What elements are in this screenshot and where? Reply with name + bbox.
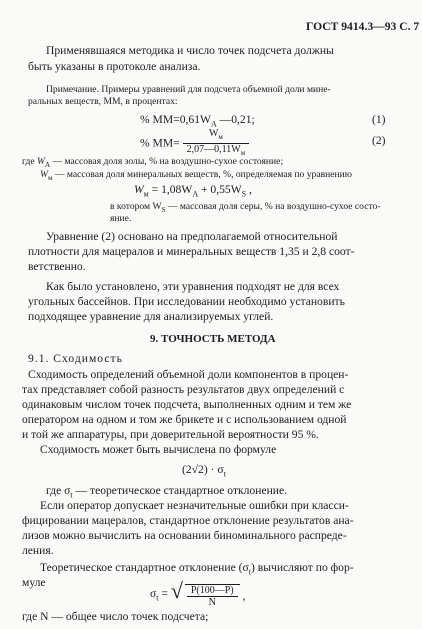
para-operator-line-2: фицировании мацералов, стандартное отклонение результатов ана- bbox=[22, 514, 354, 527]
where-sigma: где $\sigma_t$ — теоретическое стандартное отклонение. bbox=[46, 484, 288, 500]
note-line-1: Примечание. Примеры уравнений для подсчета объемной доли мине- bbox=[46, 84, 331, 95]
para-theor-line-1: Теоретическое стандартное отклонение $(\sigma_t)$ вычисляют по фор- bbox=[40, 561, 354, 577]
page-header: ГОСТ 9414.3—93 С. 7 bbox=[306, 20, 420, 33]
para-formula: Сходимость может быть вычислена по формуле bbox=[40, 443, 277, 456]
para-found-line-3: подходящее уравнение для анализируемых углей. bbox=[28, 310, 274, 323]
equation-2-fraction: $\frac{W_м}{2,07—0,11W_м}$ bbox=[183, 128, 250, 159]
note-line-2: ральных веществ, ММ, в процентах: bbox=[28, 96, 178, 107]
square-root: √ $\frac{P(100—P)}{N}$ bbox=[171, 584, 240, 608]
para-conv-line-4: оператором на одном и том же брикете и с использованием одной bbox=[22, 413, 347, 426]
intro-line-1: Применявшаяся методика и число точек подсчета должны bbox=[46, 44, 334, 57]
para-operator-line-4: ления. bbox=[22, 544, 54, 557]
formula-sigma: $\sigma_t$ = √ $\frac{P(100—P)}{N}$ , bbox=[150, 578, 246, 608]
equation-2-number: (2) bbox=[372, 134, 386, 147]
section-title: 9. ТОЧНОСТЬ МЕТОДА bbox=[150, 333, 276, 345]
para-theor-line-2: муле bbox=[22, 576, 46, 589]
sulfur-def-line-2: яние. bbox=[110, 213, 132, 224]
para-conv-line-3: одинаковым числом точек подсчета, выполненных одним и тем же bbox=[22, 398, 352, 411]
sulfur-def-line-1: в котором $W_S$ — массовая доля серы, % на воздушно-сухое состо- bbox=[110, 201, 381, 214]
equation-1-number: (1) bbox=[372, 113, 386, 126]
para-eq2-line-3: ветственно. bbox=[28, 260, 86, 273]
where-wm: $W_м$ — массовая доля минеральных веществ, %, определяемая по уравнению bbox=[40, 169, 352, 182]
para-eq2-line-1: Уравнение (2) основано на предполагаемой относительной bbox=[46, 230, 338, 243]
para-conv-line-5: и той же аппаратуры, при доверительной вероятности 95 %. bbox=[22, 428, 319, 441]
where-n: где N — общее число точек подсчета; bbox=[22, 610, 209, 623]
para-found-line-2: угольных бассейнов. При исследовании необходимо установить bbox=[28, 295, 345, 308]
para-conv-line-1: Сходимость определений объемной доли компонентов в процен- bbox=[28, 368, 349, 381]
para-operator-line-3: лизов можно вычислить на основании биноминального распреде- bbox=[22, 529, 347, 542]
equation-1: % $MM=0,61W_A$ —0,21; bbox=[140, 113, 255, 129]
intro-line-2: быть указаны в протоколе анализа. bbox=[28, 60, 201, 73]
formula-convergence: $(2√2) \cdot \sigma_t$ bbox=[182, 463, 226, 479]
subsection-title: 9.1. Сходимость bbox=[28, 352, 123, 365]
para-operator-line-1: Если оператор допускает незначительные ошибки при класси- bbox=[40, 499, 349, 512]
sigma-fraction: $\frac{P(100—P)}{N}$ bbox=[187, 585, 238, 608]
para-found-line-1: Как было установлено, эти уравнения подходят не для всех bbox=[46, 280, 340, 293]
para-conv-line-2: тах представляет собой разность результатов двух определений с bbox=[22, 383, 345, 396]
para-eq2-line-2: плотности для мацералов и минеральных веществ 1,35 и 2,8 соот- bbox=[28, 245, 355, 258]
where-wa: где $W_A$ — массовая доля золы, % на воздушно-сухое состояние; bbox=[22, 156, 284, 169]
equation-3: $W_м = 1,08W_A + 0,55W_S$ , bbox=[134, 183, 252, 199]
equation-2: % MM= $\frac{W_м}{2,07—0,11W_м}$ bbox=[140, 128, 249, 159]
